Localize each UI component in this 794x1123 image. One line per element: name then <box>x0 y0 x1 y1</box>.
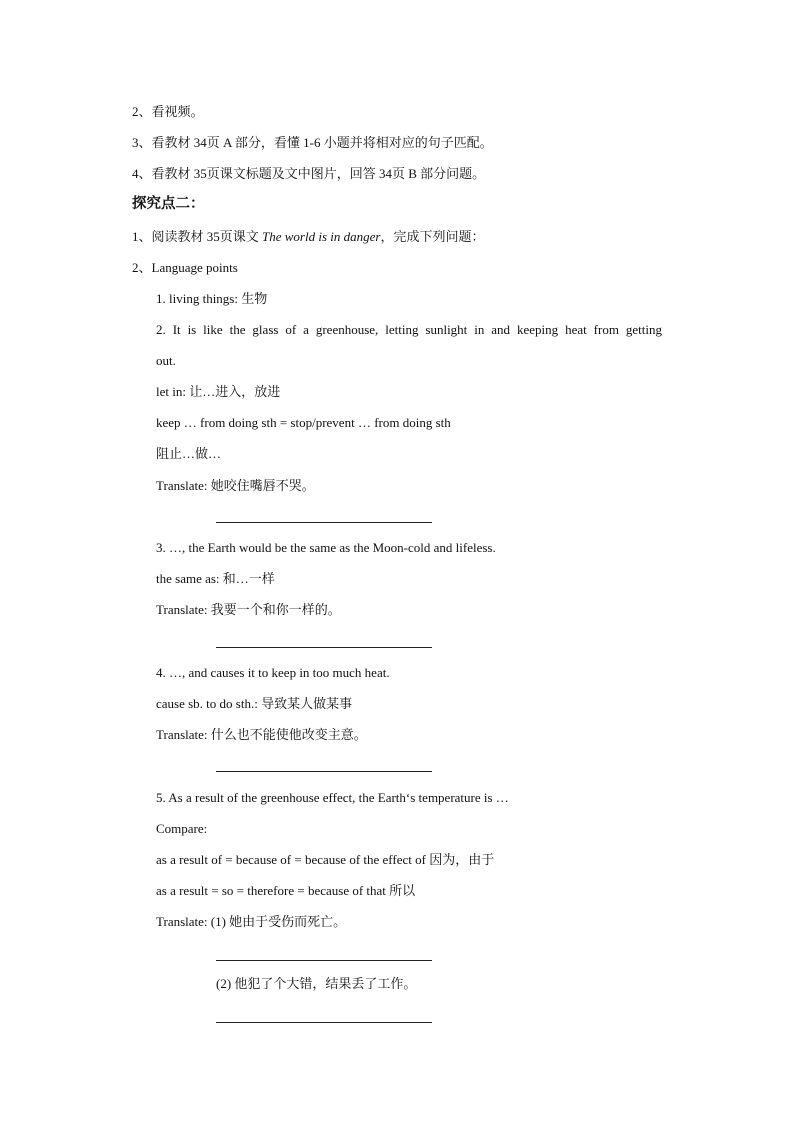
answer-blank-5[interactable] <box>216 1022 432 1023</box>
text-title: The world is in danger <box>262 229 381 244</box>
point-5-translate-1: Translate: (1) 她由于受伤而死亡。 <box>156 914 347 929</box>
point-5-compare-1: as a result of = because of = because of the effect of 因为，由于 <box>156 852 495 867</box>
item-3: 3、看教材 34页 A 部分，看懂 1-6 小题并将相对应的句子匹配。 <box>132 135 493 150</box>
question-1 <box>132 229 485 245</box>
answer-blank-4[interactable] <box>216 960 432 961</box>
point-2-let-in: let in: 让…进入，放进 <box>156 384 281 399</box>
point-5-compare-2: as a result = so = therefore = because of that 所以 <box>156 883 416 898</box>
point-2-line-2: out. <box>156 353 176 368</box>
point-3-translate: Translate: 我要一个和你一样的。 <box>156 602 341 617</box>
point-4-cause: cause sb. to do sth.: 导致某人做某事 <box>156 696 353 711</box>
item-2: 2、看视频。 <box>132 104 204 119</box>
item-4: 4、看教材 35页课文标题及文中图片，回答 34页 B 部分问题。 <box>132 166 486 181</box>
section-heading: 探究点二： <box>132 196 205 212</box>
point-2-translate: Translate: 她咬住嘴唇不哭。 <box>156 478 315 493</box>
point-2-keep-meaning: 阻止…做… <box>156 446 222 461</box>
answer-blank-1[interactable] <box>216 522 432 523</box>
point-5-compare: Compare: <box>156 821 208 836</box>
point-4-translate: Translate: 什么也不能使他改变主意。 <box>156 727 367 742</box>
answer-blank-2[interactable] <box>216 647 432 648</box>
point-5: 5. As a result of the greenhouse effect, the Earth‘s temperature is … <box>156 790 509 805</box>
point-2-keep: keep … from doing sth = stop/prevent … from doing sth <box>156 415 451 430</box>
point-3: 3. …, the Earth would be the same as the Moon-cold and lifeless. <box>156 540 496 555</box>
answer-blank-3[interactable] <box>216 771 432 772</box>
question-1-suffix: ，完成下列问题： <box>380 229 485 244</box>
point-2-line-1: 2. It is like the glass of a greenhouse, letting sunlight in and keeping heat from getting <box>156 322 662 337</box>
point-1: 1. living things: 生物 <box>156 291 268 306</box>
point-5-translate-2: (2) 他犯了个大错，结果丢了工作。 <box>216 976 417 991</box>
point-3-same-as: the same as: 和…一样 <box>156 571 275 586</box>
question-2: 2、Language points <box>132 260 238 275</box>
point-4: 4. …, and causes it to keep in too much heat. <box>156 665 390 680</box>
question-1-prefix: 1、阅读教材 35页课文 <box>132 229 263 244</box>
